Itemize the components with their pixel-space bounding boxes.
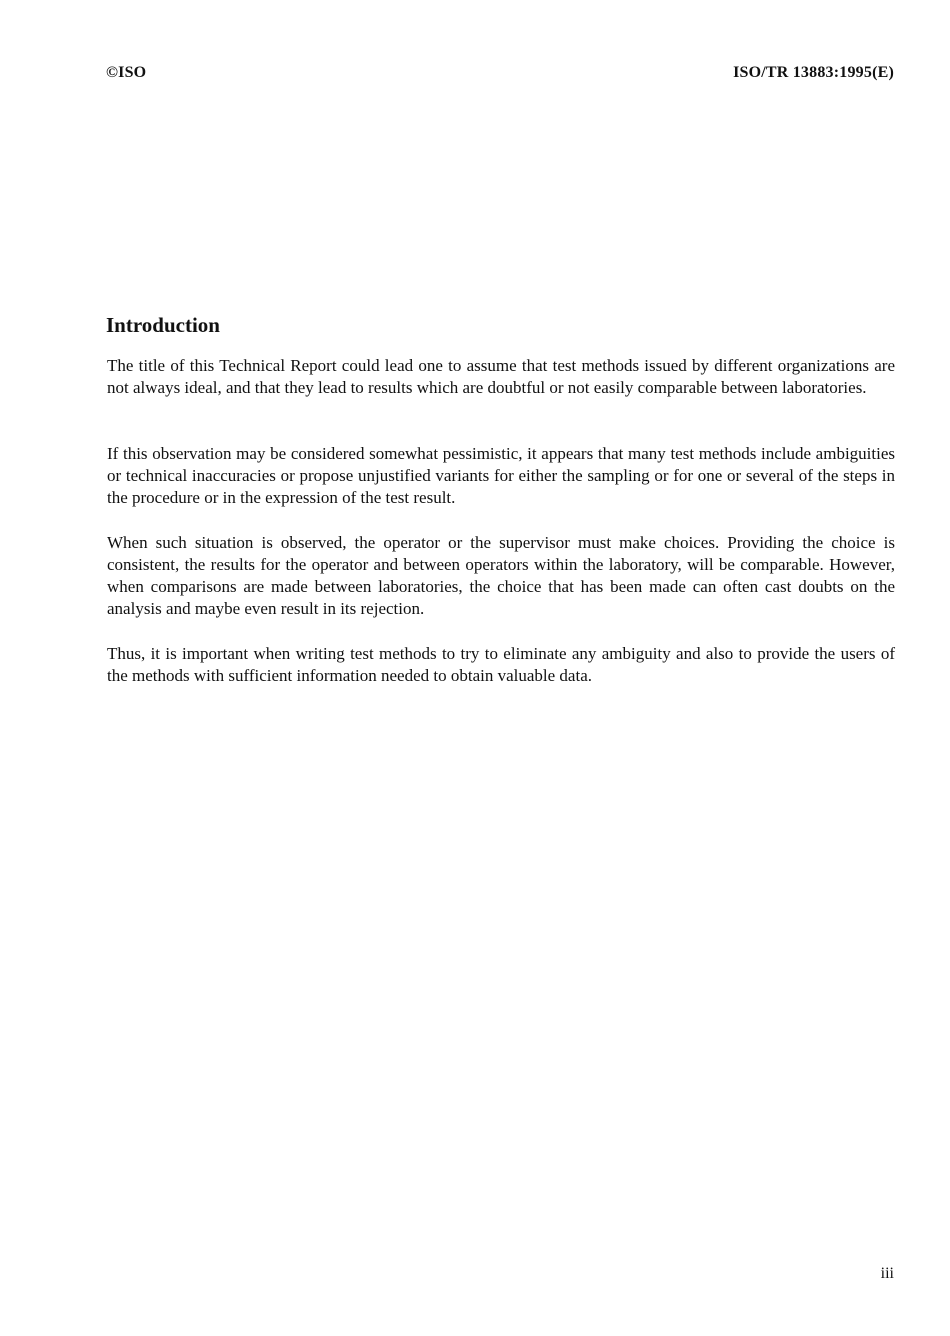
paragraph-2: If this observation may be considered somewhat pessimistic, it appears that many test methods include ambiguities or technical inaccuracies or propose unjustified variants for either the sampling or for one or several of the steps in the procedure or in the expression of the test result. [107, 444, 895, 507]
document-identifier: ISO/TR 13883:1995(E) [733, 64, 894, 81]
section-title: Introduction [106, 313, 220, 337]
copyright-header: ©ISO [106, 64, 147, 81]
paragraph-4: Thus, it is important when writing test methods to try to eliminate any ambiguity and also to provide the users of the methods with sufficient information needed to obtain valuable data. [107, 644, 895, 685]
paragraph-3: When such situation is observed, the operator or the supervisor must make choices. Providing the choice is consistent, the results for the operator and between operators within the laboratory, will be comparable. However, when comparisons are made between laboratories, the choice that has been made can often cast doubts on the analysis and maybe even result in its rejection. [107, 533, 895, 618]
paragraph-1: The title of this Technical Report could lead one to assume that test methods issued by different organizations are not always ideal, and that they lead to results which are doubtful or not easily comparable between laboratories. [107, 356, 895, 397]
page-number: iii [880, 1265, 894, 1282]
